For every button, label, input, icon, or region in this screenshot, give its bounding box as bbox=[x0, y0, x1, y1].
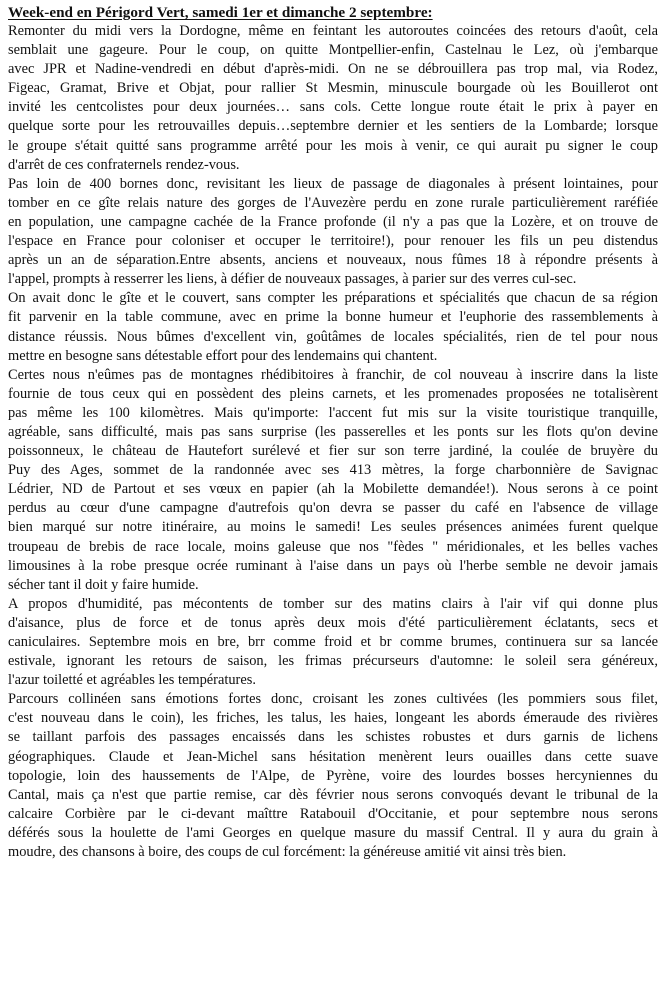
text-line: semblait une gageure. Pour le coup, on quitte Montpellier-enfin, Castelnau le Lez, où j'embarque bbox=[8, 42, 658, 59]
document-title: Week-end en Périgord Vert, samedi 1er et dimanche 2 septembre: bbox=[8, 4, 433, 21]
paragraph bbox=[8, 289, 658, 365]
text-line: d'aisance, plus de force et de tonus après deux mois d'été particulièrement éclatants, secs et bbox=[8, 614, 658, 631]
text-line: agréable, sans difficulté, mais pas sans surprise (les passerelles et les ponts sur les flots qu'on devine bbox=[8, 423, 658, 440]
text-line: déférés sous la houlette de l'ami Georges en quelque masure du massif Central. Il y aura du grain à bbox=[8, 824, 658, 841]
text-line: Parcours collinéen sans émotions fortes donc, croisant les zones cultivées (les pommiers sous filet, bbox=[8, 691, 658, 708]
text-line: l'azur toiletté et agréables les températures. bbox=[8, 672, 256, 689]
text-line: l'espace en France pour coloniser et occuper le territoire!), pour renouer les fils un peu distendus bbox=[8, 233, 658, 250]
text-line: Pas loin de 400 bornes donc, revisitant les lieux de passage de diagonales à présent lointaines, pour bbox=[8, 175, 658, 192]
text-line: limousines à la robe presque ocrée ruminant à l'aise dans un pays où l'herbe semble ne devoir jamais bbox=[8, 557, 658, 574]
paragraph bbox=[8, 175, 658, 290]
text-line: On avait donc le gîte et le couvert, sans compter les préparations et spécialités que chacun de sa région bbox=[8, 290, 658, 307]
text-line: Certes nous n'eûmes pas de montagnes rhédibitoires à franchir, de col nouveau à inscrire dans la liste bbox=[8, 366, 658, 383]
text-line: topologie, loin des haussements de l'Alpe, de Pyrène, voire des lourdes bosses hercyniennes du bbox=[8, 767, 658, 784]
text-line: quelque sorte pour les retrouvailles depuis…septembre dernier et les sentiers de la Lombarde; lorsque bbox=[8, 118, 658, 135]
text-line: Puy des Ages, sommet de la randonnée avec ses 413 mètres, la forge charbonnière de Savignac bbox=[8, 462, 658, 479]
text-line: calcaire Corbière par le ci-devant maîttre Ratabouil d'Occitanie, et pour septembre nous serons bbox=[8, 805, 658, 822]
text-line: mettre en besogne sans détestable effort pour des lendemains qui chantent. bbox=[8, 347, 438, 364]
text-line: Lédrier, ND de Partout et ses vœux en papier (ah la Mobilette demandée!). Nous serons à ce point bbox=[8, 481, 658, 498]
text-line: le groupe s'était quitté sans programme arrêté pour les mois à venir, ce qui aurait pu signer le coup bbox=[8, 137, 658, 154]
text-line: pas même les 100 kilomètres. Mais qu'importe: l'accent fut mis sur la visite touristique tranquille, bbox=[8, 404, 658, 421]
text-line: géographiques. Claude et Jean-Michel sans hésitation menèrent leurs ouailles dans cette suave bbox=[8, 748, 658, 765]
text-line: tomber en ce gîte relais nature des gorges de l'Auvezère perdu en zone rurale particulièrement raréfiée bbox=[8, 194, 658, 211]
paragraph bbox=[8, 22, 658, 175]
text-line: caniculaires. Septembre mois en bre, brr comme froid et br comme brumes, continuera sur sa lancée bbox=[8, 634, 658, 650]
text-line: se taillant parfois des passages encaissés dans les schistes robustes et durs garnis de lichens bbox=[8, 729, 658, 746]
text-line: Remonter du midi vers la Dordogne, même en feintant les autoroutes coincées des retours d'août, cela bbox=[8, 23, 658, 39]
text-line: c'est nouveau dans le coin), les friches, les talus, les haies, longeant les abords émeraude des rivières bbox=[8, 710, 658, 727]
text-line: sécher tant il doit y faire humide. bbox=[8, 576, 199, 593]
text-line: poissonneux, le château de Hautefort surélevé et fier sur son terre jardiné, la coulée de bruyère du bbox=[8, 443, 658, 460]
text-line: d'arrêt de ces confraternels rendez-vous. bbox=[8, 156, 240, 173]
text-line: l'appel, prompts à resserrer les liens, à défier de nouveaux passages, à parier sur des verres cul-sec. bbox=[8, 271, 577, 288]
paragraph bbox=[8, 595, 658, 690]
paragraph bbox=[8, 690, 658, 862]
text-line: A propos d'humidité, pas mécontents de tomber sur des matins clairs à l'air vif qui donne plus bbox=[8, 595, 658, 612]
text-line: invité les centcolistes pour deux journées… sans cols. Cette longue route était le prix à payer en bbox=[8, 99, 658, 116]
text-line: bien marqué sur notre itinéraire, au moins le samedi! Les seules présences animées furent quelque bbox=[8, 519, 658, 536]
text-line: avec JPR et Nadine-vendredi en début d'après-midi. On ne se débrouillera pas trop mal, via Rodez, bbox=[8, 61, 658, 78]
document-body bbox=[8, 22, 658, 862]
text-line: Cantal, mais ça n'est que partie remise, car dès février nous serons convoqués devant le tribunal de la bbox=[8, 786, 658, 803]
text-line: perdus au cœur d'une campagne d'autrefois qu'on devra se passer du café en l'absence de village bbox=[8, 500, 658, 517]
text-line: distance réussis. Nous bûmes d'excellent vin, goûtâmes de locales spécialités, rien de tel pour nous bbox=[8, 328, 658, 345]
text-line: fit parvenir en la table commune, avec en prime la bonne humeur et l'euphorie des rassemblements à bbox=[8, 309, 658, 326]
text-line: estivale, ignorant les retours de saison, les frimas précurseurs d'automne: le soleil sera généreux, bbox=[8, 653, 658, 670]
paragraph bbox=[8, 366, 658, 595]
text-line: en population, une campagne cachée de la France profonde (il n'y a pas que la Lozère, et on trouve de bbox=[8, 213, 658, 230]
text-line: après un an de séparation.Entre absents, anciens et nouveaux, nous fûmes 18 à répondre présents à bbox=[8, 252, 658, 269]
text-line: troupeau de brebis de race locale, moins galeuse que nos "fèdes " méridionales, et les belles vaches bbox=[8, 538, 658, 555]
text-line: moudre, des chansons à boire, des coups de cul forcément: la généreuse amitié vit ainsi très bien. bbox=[8, 844, 567, 861]
text-line: fournie de tous ceux qui en possèdent des pleins carnets, et les promenades proposées ne totalisèrent bbox=[8, 385, 658, 402]
text-line: Figeac, Gramat, Brive et Objat, pour rallier St Mesmin, minuscule bourgade où les Bouillerot ont bbox=[8, 80, 658, 97]
